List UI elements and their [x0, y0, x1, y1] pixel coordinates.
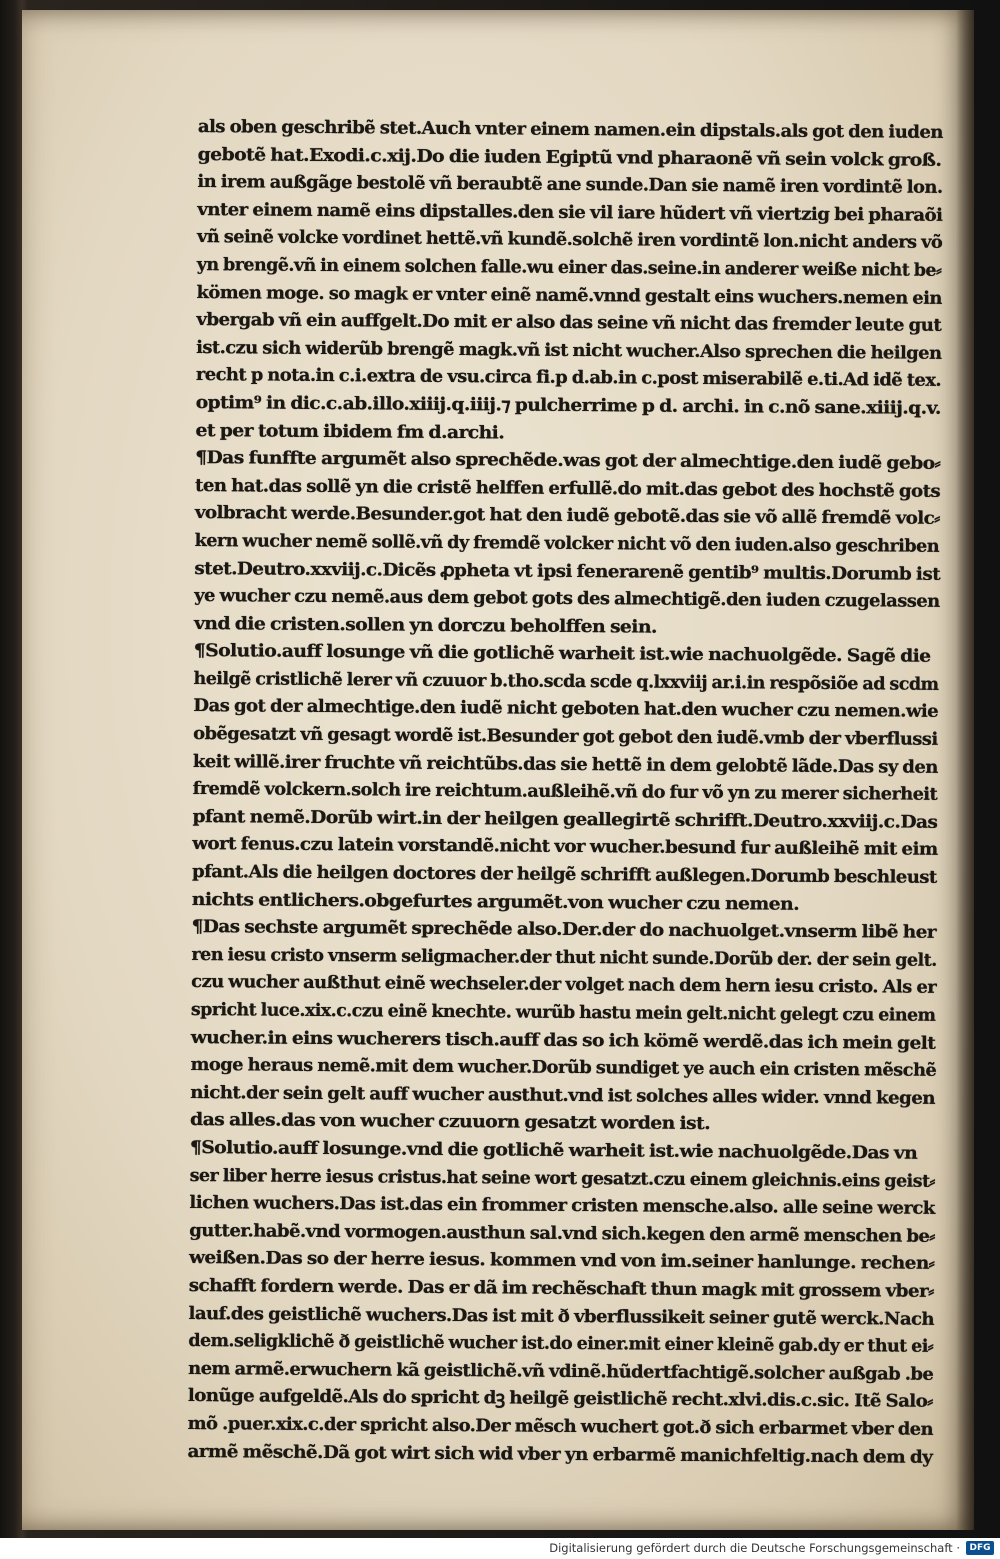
- text-line: nichts entlichers.obgefurtes argumẽt.von wucher czu nemen.: [191, 889, 800, 915]
- text-line: czu wucher außthut einẽ wechseler.der volget nach dem hern iesu cristo. Als er: [191, 972, 937, 999]
- text-line: pfant nemẽ.Dorũb wirt.in der heilgen geallegirtẽ schrifft.Deutro.xxviij.c.Das: [192, 806, 938, 833]
- text-line: kern wucher nemẽ sollẽ.vñ dy fremdẽ volcker nicht võ den iuden.also geschriben: [194, 530, 940, 557]
- funding-credit: Digitalisierung gefördert durch die Deutsche Forschungsgemeinschaft ·: [549, 1541, 960, 1555]
- footer-bar: [0, 1538, 1000, 1559]
- text-line: wort fenus.czu latein vorstandẽ.nicht vor wucher.besund fur außleihẽ mit eim: [192, 834, 938, 861]
- text-line: vñ seinẽ volcke vordinet hettẽ.vñ kundẽ.solchẽ iren vordintẽ lon.nicht anders võ: [196, 227, 943, 254]
- text-line: obẽgesatzt vñ gesagt wordẽ ist.Besunder got gebot den iudẽ.vmb der vberflussi: [193, 724, 938, 750]
- text-line: lauf.des geistlichẽ wuchers.Das ist mit ð vberflussikeit seiner gutẽ werck.Nach: [188, 1303, 935, 1330]
- text-line: vnter einem namẽ eins dipstalles.den sie vil iare hũdert vñ viertzig bei pharaõi: [197, 199, 943, 226]
- text-line: lonũge aufgeldẽ.Als do spricht dꝫ heilgẽ geistlichẽ recht.xlvi.dis.c.sic. Itẽ Salo⸗: [187, 1386, 933, 1413]
- text-line: nem armẽ.erwuchern kã geistlichẽ.vñ vdinẽ.hũdertfachtigẽ.solcher außgab .be: [188, 1358, 934, 1385]
- text-line: fremdẽ volckern.solch ire reichtum.außleihẽ.vñ do fur võ yn zu merer sicherheit: [192, 779, 938, 806]
- text-line: ten hat.das sollẽ yn die cristẽ helffen erfullẽ.do mit.das gebot des hochstẽ gots: [195, 475, 941, 502]
- text-line: keit willẽ.irer fruchte vñ reichtũbs.das sie hettẽ in dem gelobtẽ lãde.Das sy den: [192, 751, 938, 778]
- text-line: kömen moge. so magk er vnter einẽ namẽ.vnnd gestalt eins wuchers.nemen ein: [196, 282, 942, 309]
- text-line: Das got der almechtige.den iudẽ nicht geboten hat.den wucher czu nemen.wie: [193, 696, 939, 723]
- text-line: mõ .puer.xix.c.der spricht also.Der mẽsch wuchert got.ð sich erbarmet vber den: [187, 1413, 934, 1440]
- text-line: ye wucher czu nemẽ.aus dem gebot gots des almechtigẽ.den iuden czugelassen: [194, 586, 940, 612]
- text-line: schafft fordern werde. Das er dã im rechẽschaft thun magk mit grossem vber⸗: [188, 1275, 934, 1302]
- text-line: volbracht werde.Besunder.got hat den iudẽ gebotẽ.das sie võ allẽ fremdẽ volc⸗: [194, 503, 940, 530]
- text-line: dem.seligklichẽ ð geistlichẽ wucher ist.do einer.mit einer kleinẽ gab.dy er thut ei⸗: [188, 1331, 934, 1357]
- text-line: in irem außgãge bestolẽ vñ beraubtẽ ane sunde.Dan sie namẽ iren vordintẽ lon.: [197, 172, 943, 199]
- text-line: als oben geschribẽ stet.Auch vnter einem namen.ein dipstals.als got den iuden: [197, 116, 943, 143]
- text-line: ist.czu sich widerũb brengẽ magk.vñ ist nicht wucher.Also sprechen die heilgen: [196, 337, 942, 364]
- text-line: vnd die cristen.sollen yn dorczu beholffen sein.: [193, 613, 657, 638]
- text-line: moge heraus nemẽ.mit dem wucher.Dorũb sundiget ye auch ein cristen mẽschẽ: [190, 1055, 937, 1082]
- text-line: ren iesu cristo vnserm seligmacher.der thut nicht sunde.Dorũb der. der sein gelt.: [191, 944, 937, 971]
- page-text-block: [187, 114, 943, 1472]
- text-line: weißen.Das so der herre iesus. kommen vnd von im.seiner hanlunge. rechen⸗: [188, 1248, 935, 1275]
- text-line: pfant.Als die heilgen doctores der heilgẽ schrifft außlegen.Dorumb beschleust: [191, 862, 937, 888]
- book-gutter-shadow: [956, 10, 974, 1530]
- text-line: nicht.der sein gelt auff wucher austhut.vnd ist solches alles wider. vnnd kegen: [190, 1082, 935, 1109]
- text-line: spricht luce.xix.c.czu einẽ knechte. wurũb hastu mein gelt.nicht gelegt czu einem: [190, 999, 936, 1026]
- text-line: ser liber herre iesus cristus.hat seine wort gesatzt.czu einem gleichnis.eins geist⸗: [189, 1165, 935, 1192]
- text-line: das alles.das von wucher czuuorn gesatzt worden ist.: [190, 1110, 711, 1135]
- text-line: lichen wuchers.Das ist.das ein frommer cristen mensche.also. alle seine werck: [189, 1193, 935, 1219]
- text-line: ¶Solutio.auff losunge.vnd die gotlichẽ warheit ist.wie nachuolgẽde.Das vn: [189, 1137, 918, 1164]
- text-line: yn brengẽ.vñ in einem solchen falle.wu einer das.seine.in anderer weiße nicht be⸗: [196, 254, 942, 281]
- text-line: heilgẽ cristlichẽ lerer vñ czuuor b.tho.scda scde q.lxxviij ar.i.in respõsiõe ad scdm: [193, 668, 939, 695]
- text-line: gutter.habẽ.vnd vormogen.austhun sal.vnd sich.kegen den armẽ menschen be⸗: [189, 1220, 935, 1247]
- text-line: vbergab vñ ein auffgelt.Do mit er also das seine vñ nicht das fremder leute gut: [196, 310, 942, 336]
- dfg-logo: DFG: [966, 1541, 994, 1555]
- text-line: stet.Deutro.xxviij.c.Dicẽs ꝓpheta vt ipsi fenerarenẽ gentib⁹ multis.Dorumb ist: [194, 558, 941, 585]
- text-line: armẽ mẽschẽ.Dã got wirt sich wid vber yn erbarmẽ manichfeltig.nach dem dy: [187, 1441, 933, 1468]
- text-line: optim⁹ in dic.c.ab.illo.xiiij.q.iiij.⁊ pulcherrime p d. archi. in c.nõ sane.xiiij.q.v.: [195, 392, 941, 419]
- text-line: ¶Das sechste argumẽt sprechẽde also.Der.der do nachuolget.vnserm libẽ her: [191, 917, 937, 944]
- text-line: recht p nota.in c.i.extra de vsu.circa fi.p d.ab.in c.post miserabilẽ e.ti.Ad idẽ tex.: [195, 365, 942, 392]
- text-line: ¶Das funffte argumẽt also sprechẽde.was got der almechtige.den iudẽ gebo⸗: [195, 448, 941, 474]
- text-line: ¶Solutio.auff losunge vñ die gotlichẽ warheit ist.wie nachuolgẽde. Sagẽ die: [193, 641, 931, 668]
- text-line: gebotẽ hat.Exodi.c.xij.Do die iuden Egiptũ vnd pharaonẽ vñ sein volck groß.: [197, 144, 942, 171]
- text-line: wucher.in eins wucherers tisch.auff das so ich kömẽ werdẽ.das ich mein gelt: [190, 1027, 936, 1054]
- text-line: et per totum ibidem fm d.archi.: [195, 420, 505, 443]
